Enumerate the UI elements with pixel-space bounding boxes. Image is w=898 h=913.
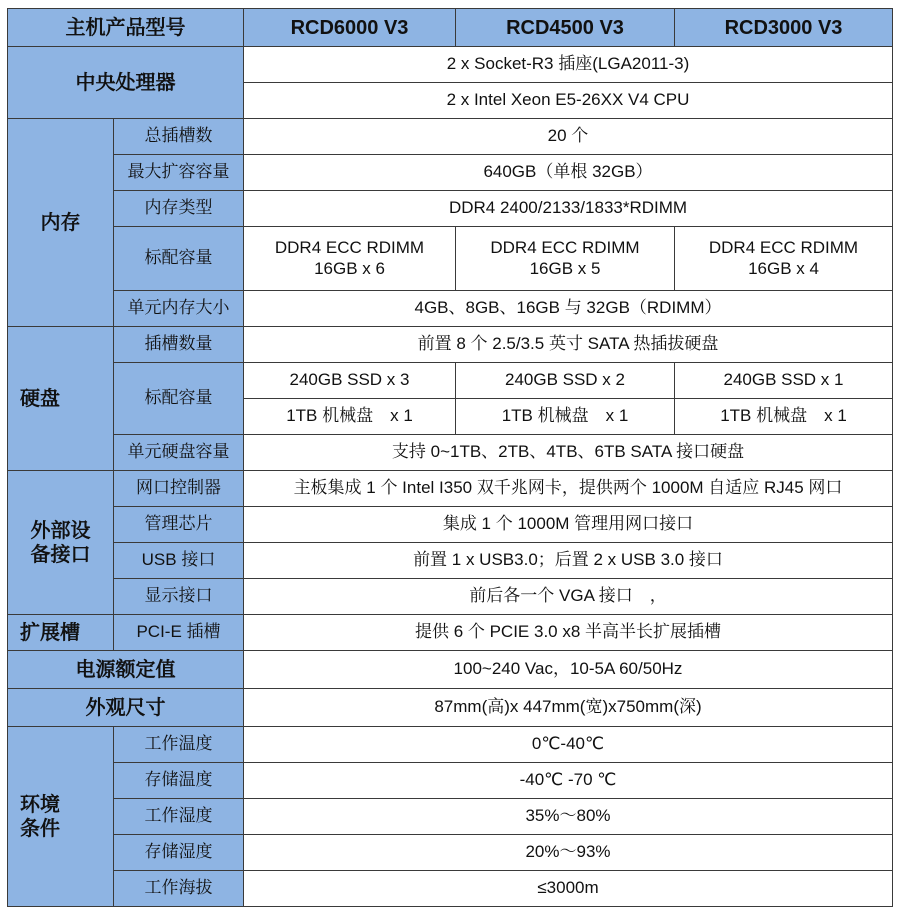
io-display-row: [8, 579, 893, 615]
env-label-line1: 环境: [20, 793, 60, 816]
memory-std-line1: DDR4 ECC RDIMM: [490, 238, 640, 258]
memory-unit-label: 单元内存大小: [114, 291, 244, 327]
cpu-socket-row: [8, 47, 893, 83]
memory-unit: 4GB、8GB、16GB 与 32GB（RDIMM）: [244, 291, 893, 327]
env-st-hum: 20%～93%: [244, 835, 893, 871]
model-rcd3000: RCD3000 V3: [675, 9, 893, 47]
env-op-hum: 35%～80%: [244, 799, 893, 835]
disk-slots: 前置 8 个 2.5/3.5 英寸 SATA 热插拔硬盘: [244, 327, 893, 363]
cpu-label: 中央处理器: [8, 47, 244, 119]
memory-type-label: 内存类型: [114, 191, 244, 227]
memory-std-line2: 16GB x 4: [748, 258, 819, 278]
env-st-temp-row: [8, 763, 893, 799]
env-st-hum-row: [8, 835, 893, 871]
io-mgmt: 集成 1 个 1000M 管理用网口接口: [244, 507, 893, 543]
disk-unit: 支持 0~1TB、2TB、4TB、6TB SATA 接口硬盘: [244, 435, 893, 471]
disk-ssd-row: [8, 363, 893, 399]
disk-slots-label: 插槽数量: [114, 327, 244, 363]
power-value: 100~240 Vac，10-5A 60/50Hz: [244, 651, 893, 689]
memory-std-rcd6000: [244, 227, 456, 291]
env-st-temp: -40℃ -70 ℃: [244, 763, 893, 799]
expansion-label: 扩展槽: [8, 615, 114, 651]
memory-slots-row: [8, 119, 893, 155]
size-row: [8, 689, 893, 727]
io-mgmt-label: 管理芯片: [114, 507, 244, 543]
cpu-socket: 2 x Socket-R3 插座(LGA2011-3): [244, 47, 893, 83]
env-op-temp: 0℃-40℃: [244, 727, 893, 763]
disk-ssd-rcd4500: 240GB SSD x 2: [456, 363, 675, 399]
io-nic-row: [8, 471, 893, 507]
env-label-line2: 条件: [20, 817, 60, 840]
power-label: 电源额定值: [8, 651, 244, 689]
disk-unit-label: 单元硬盘容量: [114, 435, 244, 471]
env-alt-label: 工作海拔: [114, 871, 244, 907]
expansion-row: [8, 615, 893, 651]
disk-std-label: 标配容量: [114, 363, 244, 435]
io-nic-label: 网口控制器: [114, 471, 244, 507]
env-alt-row: [8, 871, 893, 907]
memory-std-line2: 16GB x 6: [314, 258, 385, 278]
cpu-model: 2 x Intel Xeon E5-26XX V4 CPU: [244, 83, 893, 119]
env-alt: ≤3000m: [244, 871, 893, 907]
memory-std-rcd3000: [675, 227, 893, 291]
env-op-hum-label: 工作湿度: [114, 799, 244, 835]
memory-std-line1: DDR4 ECC RDIMM: [708, 238, 859, 258]
expansion-pcie-label: PCI-E 插槽: [114, 615, 244, 651]
disk-unit-row: [8, 435, 893, 471]
memory-label: 内存: [8, 119, 114, 327]
io-display: 前后各一个 VGA 接口 ，: [244, 579, 893, 615]
io-usb-label: USB 接口: [114, 543, 244, 579]
power-row: [8, 651, 893, 689]
memory-std-line1: DDR4 ECC RDIMM: [274, 238, 425, 258]
io-label-line2: 备接口: [30, 543, 91, 566]
io-label-line1: 外部设: [30, 519, 91, 542]
memory-type: DDR4 2400/2133/1833*RDIMM: [244, 191, 893, 227]
memory-max-label: 最大扩容容量: [114, 155, 244, 191]
memory-max-row: [8, 155, 893, 191]
io-label: [8, 471, 114, 615]
env-op-hum-row: [8, 799, 893, 835]
io-usb: 前置 1 x USB3.0；后置 2 x USB 3.0 接口: [244, 543, 893, 579]
io-mgmt-row: [8, 507, 893, 543]
memory-std-rcd4500: [456, 227, 675, 291]
disk-hdd-rcd6000: 1TB 机械盘 x 1: [244, 399, 456, 435]
io-display-label: 显示接口: [114, 579, 244, 615]
memory-std-line2: 16GB x 5: [529, 258, 601, 278]
env-st-hum-label: 存储湿度: [114, 835, 244, 871]
disk-ssd-rcd6000: 240GB SSD x 3: [244, 363, 456, 399]
memory-std-row: [8, 227, 893, 291]
model-rcd4500: RCD4500 V3: [456, 9, 675, 47]
memory-type-row: [8, 191, 893, 227]
memory-slots: 20 个: [244, 119, 893, 155]
expansion-pcie: 提供 6 个 PCIE 3.0 x8 半高半长扩展插槽: [244, 615, 893, 651]
size-label: 外观尺寸: [8, 689, 244, 727]
spec-table: [7, 8, 893, 907]
env-st-temp-label: 存储温度: [114, 763, 244, 799]
disk-hdd-rcd4500: 1TB 机械盘 x 1: [456, 399, 675, 435]
env-label: [8, 727, 114, 907]
env-op-temp-label: 工作温度: [114, 727, 244, 763]
disk-ssd-rcd3000: 240GB SSD x 1: [675, 363, 893, 399]
memory-slots-label: 总插槽数: [114, 119, 244, 155]
io-nic: 主板集成 1 个 Intel I350 双千兆网卡，提供两个 1000M 自适应 RJ45 网口: [244, 471, 893, 507]
disk-slots-row: [8, 327, 893, 363]
model-label: 主机产品型号: [8, 9, 244, 47]
memory-max: 640GB（单根 32GB）: [244, 155, 893, 191]
disk-hdd-rcd3000: 1TB 机械盘 x 1: [675, 399, 893, 435]
disk-label: 硬盘: [8, 327, 114, 471]
memory-std-label: 标配容量: [114, 227, 244, 291]
header-row: [8, 9, 893, 47]
env-op-temp-row: [8, 727, 893, 763]
size-value: 87mm(高)x 447mm(宽)x750mm(深): [244, 689, 893, 727]
memory-unit-row: [8, 291, 893, 327]
model-rcd6000: RCD6000 V3: [244, 9, 456, 47]
io-usb-row: [8, 543, 893, 579]
